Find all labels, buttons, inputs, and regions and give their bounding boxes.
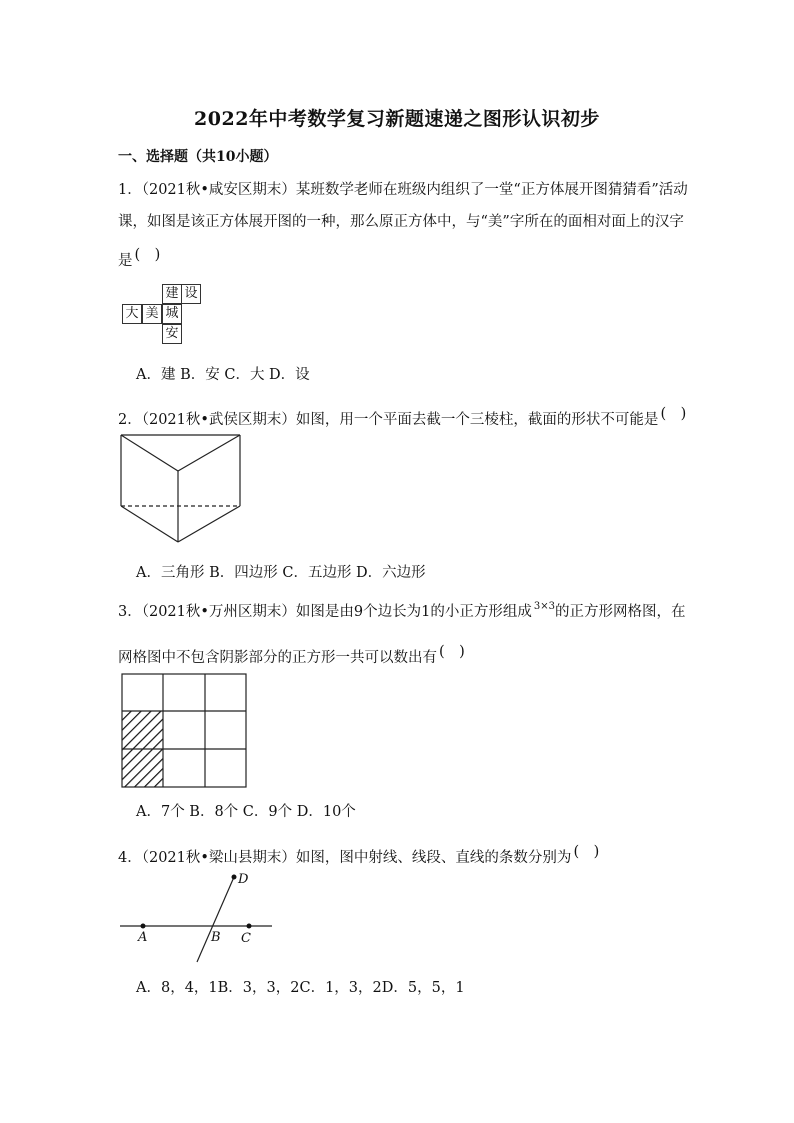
q4-options: A．8，4，1B．3，3，2C．1，3，2D．5，5，1: [136, 980, 465, 996]
q4-text: 4．（2021秋•梁山县期末）如图，图中射线、线段、直线的条数分别为: [118, 850, 572, 866]
q3-options: A．7个 B．8个 C．9个 D．10个: [136, 804, 356, 820]
grid-figure: [120, 672, 248, 790]
q1-text-line1: 1．（2021秋•咸安区期末）某班数学老师在班级内组织了一堂“正方体展开图猜猜看”活动: [118, 182, 688, 198]
cube-net-figure: [122, 284, 204, 346]
net-cell-da: 大: [122, 304, 142, 324]
q3-text-b: 的正方形网格图，在: [555, 604, 686, 620]
q3-text-line2: [118, 640, 465, 667]
q3-text-line2-label: 网格图中不包含阴影部分的正方形一共可以数出有: [118, 650, 437, 666]
q1-text-line3: [118, 243, 160, 270]
q2-text: 2．（2021秋•武侯区期末）如图，用一个平面去截一个三棱柱，截面的形状不可能是: [118, 412, 659, 428]
q2-text-line1: [118, 402, 686, 429]
q3-text-a: 3．（2021秋•万州区期末）如图是由9个边长为1的小正方形组成: [118, 604, 532, 620]
point-label-b: B: [211, 930, 221, 945]
net-cell-an: 安: [162, 324, 182, 344]
q3-text-line1: [118, 600, 686, 621]
triangular-prism-figure: [116, 430, 246, 550]
point-label-d: D: [238, 872, 249, 887]
q1-text-line2: 课，如图是该正方体展开图的一种，那么原正方体中，与“美”字所在的面相对面上的汉字: [118, 214, 684, 230]
net-cell-mei: 美: [142, 304, 162, 324]
q3-answer-paren: ( ): [439, 644, 465, 660]
q1-text-line3-label: 是: [118, 253, 133, 269]
section-heading: 一、选择题（共10小题）: [118, 149, 278, 165]
q2-options: A．三角形 B．四边形 C．五边形 D．六边形: [136, 565, 426, 581]
net-cell-jian: 建: [162, 284, 182, 304]
page-title: 2022年中考数学复习新题速递之图形认识初步: [194, 108, 600, 130]
q1-options: A．建 B．安 C．大 D．设: [136, 367, 310, 383]
q2-answer-paren: ( ): [660, 406, 687, 422]
point-label-c: C: [241, 931, 251, 946]
q4-answer-paren: ( ): [573, 844, 600, 860]
lines-figure: [118, 866, 278, 968]
q4-text-line1: [118, 840, 599, 867]
net-cell-cheng: 城: [162, 304, 182, 324]
q1-answer-paren: ( ): [134, 247, 161, 263]
net-cell-she: 设: [181, 284, 201, 304]
point-label-a: A: [138, 930, 148, 945]
q3-grid-size: 3×3: [533, 601, 555, 612]
